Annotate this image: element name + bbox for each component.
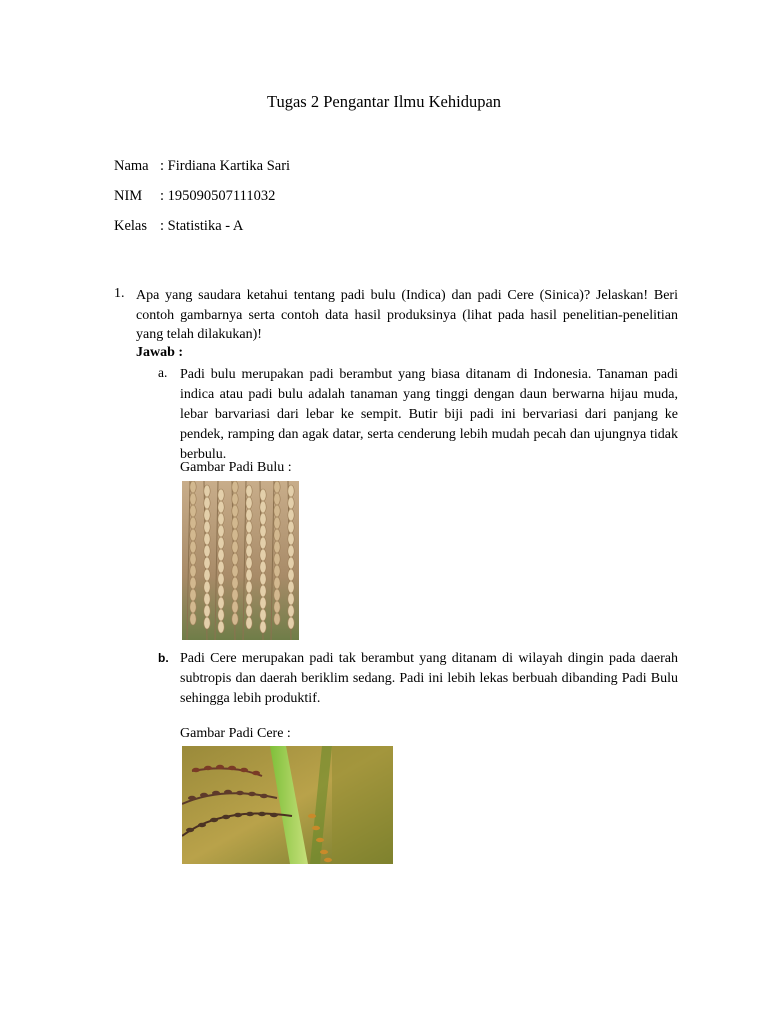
bulu-grain [274,493,280,505]
cere-grain [270,813,278,817]
bulu-grain [190,481,196,493]
info-row-nama [114,158,290,175]
cere-grain [224,790,232,794]
bulu-grain [232,481,238,493]
bulu-grain [218,621,224,633]
bulu-grain [232,601,238,613]
bulu-grain [274,577,280,589]
cere-grain [320,850,328,854]
bulu-grain [218,609,224,621]
info-value-nim: : 195090507111032 [160,188,276,204]
bulu-grain [288,485,294,497]
bulu-grain [260,489,266,501]
bulu-grain [246,593,252,605]
answer-a-marker: a. [158,365,168,380]
bulu-grain [288,533,294,545]
bulu-grain [204,593,210,605]
bulu-grain [204,485,210,497]
bulu-grain [246,617,252,629]
info-row-kelas [114,218,243,235]
cere-grain [252,771,260,775]
bulu-grain [190,589,196,601]
answer-a-text: Padi bulu merupakan padi berambut yang biasa ditanam di Indonesia. Tanaman padi indica atau padi bulu adalah tanaman yang tinggi dengan daun berwarna hijau muda, lebar barvariasi dari lebar ke sempit. Butir biji padi ini bervariasi dari panjang ke pendek, ramping dan agak datar, serta cenderung lebih mudah pecah dan ujungnya tidak berbulu. [180,367,678,462]
info-label-kelas: Kelas [114,218,148,234]
bulu-grain [260,573,266,585]
bulu-grain [260,501,266,513]
question-number: 1. [114,286,125,301]
cere-grain [204,766,212,770]
bulu-grain [204,497,210,509]
info-label-nama: Nama [114,158,149,174]
bulu-grain [246,485,252,497]
bulu-grain [190,577,196,589]
bulu-grain [260,609,266,621]
padi-bulu-illustration [182,481,299,640]
bulu-grain [288,569,294,581]
cere-grain [216,765,224,769]
bulu-grain [246,509,252,521]
bulu-grain [260,561,266,573]
bulu-grain [218,537,224,549]
bulu-grain [190,553,196,565]
bulu-grain [246,521,252,533]
bulu-grain [218,597,224,609]
bulu-grain [190,505,196,517]
bulu-grain [288,605,294,617]
cere-grain [200,793,208,797]
bulu-grain [246,581,252,593]
bulu-grain [204,545,210,557]
bulu-grain [232,577,238,589]
bulu-grain [204,605,210,617]
padi-bulu-caption: Gambar Padi Bulu : [180,460,292,475]
answer-b-marker: b. [158,651,169,665]
cere-grain [212,791,220,795]
bulu-grain [190,517,196,529]
bulu-grain [218,561,224,573]
bulu-grain [232,517,238,529]
cere-grain [222,815,230,819]
bulu-grain [274,481,280,493]
cere-grain [240,768,248,772]
bulu-grain [246,545,252,557]
bulu-grain [246,533,252,545]
bulu-grain [274,541,280,553]
info-row-nim [114,188,275,205]
bulu-grain [274,553,280,565]
bulu-grain [218,585,224,597]
cere-grain [308,814,316,818]
bulu-grain [218,513,224,525]
answer-label: Jawab : [136,345,184,360]
cere-grain [210,818,218,822]
cere-grain [236,791,244,795]
bulu-grain [288,617,294,629]
bulu-grain [204,617,210,629]
cere-grain [260,794,268,798]
bulu-grain [246,569,252,581]
question-text: Apa yang saudara ketahui tentang padi bulu (Indica) dan padi Cere (Sinica)? Jelaskan! Beri contoh gambarnya serta contoh data hasil produksinya (lihat pada hasil penelitian-penelitian yang telah dilakukan)! [136,288,678,342]
bulu-grain [274,529,280,541]
bulu-grain [218,525,224,537]
bulu-grain [218,549,224,561]
bulu-grain [204,557,210,569]
bulu-grain [274,505,280,517]
padi-cere-illustration [182,746,393,864]
cere-grain [198,823,206,827]
bulu-grain [260,525,266,537]
bulu-grain [274,589,280,601]
bulu-grain [190,493,196,505]
bulu-grain [204,509,210,521]
bulu-grain [204,533,210,545]
bulu-grain [246,497,252,509]
padi-cere-photo [182,746,393,864]
bulu-grain [260,597,266,609]
bulu-grain [204,569,210,581]
bulu-grain [274,517,280,529]
bulu-grain [190,565,196,577]
bulu-grain [218,501,224,513]
cere-grain [246,812,254,816]
bulu-grain [204,521,210,533]
bulu-grain [288,545,294,557]
bulu-grain [288,557,294,569]
cere-grain [228,766,236,770]
bulu-grain [260,549,266,561]
bulu-grain [232,565,238,577]
cere-grain [316,838,324,842]
cere-grain [234,813,242,817]
bulu-grain [246,605,252,617]
bulu-grain [260,537,266,549]
bulu-grain [190,613,196,625]
bulu-grain [288,497,294,509]
info-value-kelas: : Statistika - A [160,218,244,234]
bulu-grain [204,581,210,593]
padi-cere-caption: Gambar Padi Cere : [180,726,291,741]
bulu-grain [274,601,280,613]
cere-grain [324,858,332,862]
bulu-grain [260,513,266,525]
cere-grain [192,768,200,772]
cere-grain [258,812,266,816]
bulu-grain [288,509,294,521]
bulu-grain [232,613,238,625]
bulu-grain [288,581,294,593]
bulu-grain [274,565,280,577]
bulu-grain [190,601,196,613]
bulu-grain [232,505,238,517]
cere-grain [186,828,194,832]
answer-b-text: Padi Cere merupakan padi tak berambut yang ditanam di wilayah dingin pada daerah subtropis dan daerah beriklim sedang. Padi ini lebih lekas berbuah dibanding Padi Bulu sehingga lebih produktif. [180,651,678,706]
bulu-grain [232,493,238,505]
bulu-grain [260,621,266,633]
bulu-grain [190,541,196,553]
bulu-grain [274,613,280,625]
bulu-grain [288,521,294,533]
bulu-grain [232,553,238,565]
info-value-nama: : Firdiana Kartika Sari [160,158,291,174]
bulu-grain [232,541,238,553]
bulu-grain [232,529,238,541]
bulu-grain [218,489,224,501]
document-title: Tugas 2 Pengantar Ilmu Kehidupan [266,92,502,111]
bulu-grain [218,573,224,585]
bulu-grain [232,589,238,601]
cere-grain [248,792,256,796]
cere-grain [188,796,196,800]
bulu-grain [288,593,294,605]
cere-grain [312,826,320,830]
info-label-nim: NIM [114,188,143,204]
bulu-grain [246,557,252,569]
bulu-grain [190,529,196,541]
padi-bulu-photo [182,481,299,640]
bulu-grain [260,585,266,597]
